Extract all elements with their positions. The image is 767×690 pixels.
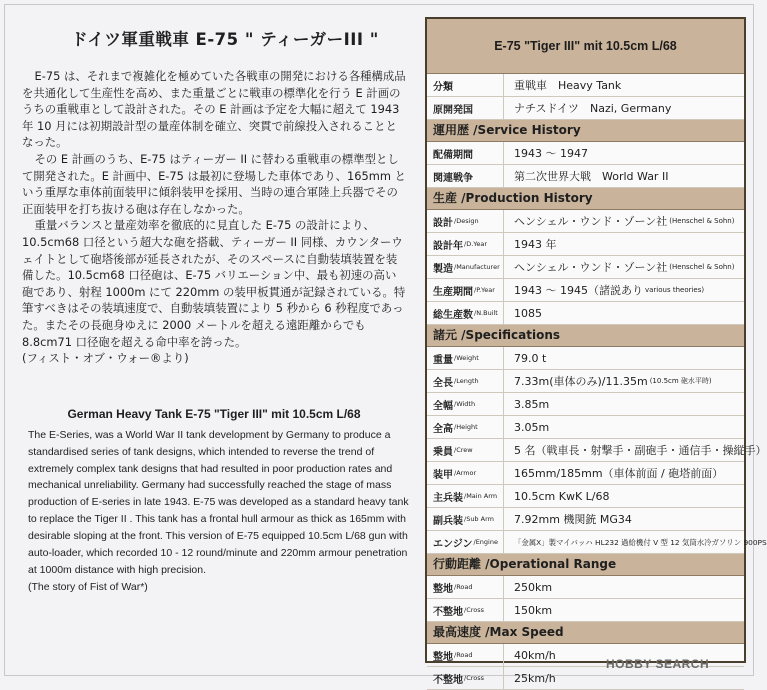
spec-group-service: [427, 142, 744, 188]
spec-key-english: /D.Year: [464, 240, 488, 248]
spec-key: [427, 74, 503, 96]
spec-value-text: 10.5cm KwK L/68: [514, 489, 610, 503]
spec-key-english: /Crew: [454, 446, 473, 454]
en-source: (The story of Fist of War*): [28, 580, 148, 593]
spec-value-text: 79.0 t: [514, 351, 547, 365]
spec-key-english: /Length: [454, 377, 479, 385]
spec-group-specifications: [427, 347, 767, 554]
spec-value: [503, 416, 744, 438]
spec-key-label: 副兵装: [433, 515, 463, 527]
spec-key-english: /Main Arm: [464, 492, 498, 500]
spec-row: [427, 256, 744, 279]
spec-row: [427, 74, 744, 97]
spec-key: [427, 302, 503, 324]
spec-value: [503, 462, 744, 484]
spec-value-text: 7.92mm 機関銃 MG34: [514, 513, 632, 526]
jp-body: [8, 68, 412, 367]
spec-value: [503, 279, 744, 301]
spec-value-text: 重戦車 Heavy Tank: [514, 79, 622, 92]
spec-key-english: /Cross: [464, 606, 485, 614]
spec-row: [427, 416, 744, 439]
spec-header: E-75 "Tiger III" mit 10.5cm L/68: [427, 19, 744, 74]
spec-value-text: 3.85m: [514, 397, 550, 411]
spec-value: [503, 599, 744, 621]
jp-paragraph: その E 計画のうち、E-75 はティーガー II に替わる重戦車の標準型として開発された。E 計画中、E-75 は最初に登場した車体であり、165mm という重厚な車体前面装甲に傾斜装甲を採用、当時の連合軍陸上兵器でその正面装甲を打ち抜ける砲は存在しなかった。: [22, 151, 406, 216]
spec-value-text: ヘンシェル・ウンド・ゾーン社: [514, 215, 668, 228]
spec-value-note: various theories): [644, 286, 705, 294]
spec-row: [427, 302, 744, 325]
spec-value-text: ナチスドイツ Nazi, Germany: [514, 102, 672, 115]
spec-row: [427, 485, 744, 508]
en-paragraph: The E-Series, was a World War II tank development by Germany to produce a standardised series of tank designs, which intended to reverse the trend of extremely complex tank designs that had resulted in poor production rates and mechanical unreliability. Germany had successfully reached the stage of mass production of E-series in late 1943. E-75 was developed as a standard heavy tank to replace the Tiger II . This tank has a frontal hull armour as thick as 165mm with desirable sloping at the front. This version of E-75 equipped 10.5cm L/68 gun with auto-loader, which recorded 10 - 12 round/minute and 220mm armour penetration at 1000m distance with high precision.: [28, 428, 409, 576]
jp-source: (フィスト・オブ・ウォー®より): [22, 351, 189, 366]
spec-key: [427, 508, 503, 530]
spec-value-note: (Henschel & Sohn): [669, 263, 735, 271]
spec-key-label: 関連戦争: [433, 172, 473, 184]
spec-row: [427, 233, 744, 256]
spec-value-note: (10.5cm 砲水平時): [649, 377, 712, 385]
spec-key: [427, 97, 503, 119]
spec-value-text: 1943 〜 1945（諸説あり: [514, 284, 643, 297]
spec-key-label: エンジン: [433, 538, 473, 550]
spec-value-text: 5 名（戦車長・射撃手・副砲手・通信手・操縦手）: [514, 444, 767, 457]
spec-key-english: /Engine: [473, 538, 498, 546]
spec-key-label: 整地: [433, 651, 453, 663]
spec-key-english: /Cross: [464, 674, 485, 682]
spec-value: [503, 233, 744, 255]
spec-value-text: 第二次世界大戦 World War II: [514, 170, 669, 183]
spec-value: [503, 74, 744, 96]
spec-row: [427, 165, 744, 188]
spec-key-label: 総生産数: [433, 309, 473, 321]
spec-value: [503, 347, 744, 369]
spec-row: [427, 347, 744, 370]
spec-value: [503, 485, 744, 507]
spec-row: [427, 279, 744, 302]
section-production-history: 生産 /Production History: [427, 188, 744, 210]
spec-row: [427, 210, 744, 233]
spec-row: [427, 97, 744, 120]
jp-paragraph: E-75 は、それまで複雑化を極めていた各戦車の開発における各種構成品を共通化して生産性を高め、また重量ごとに戦車の標準化を行う E 計画のうちの重戦車として設計された。その E 計画は予定を大幅に超えて 1943 年 10 月には初期設計型の量産体制を確立、突貫で前線投入されることとなった。: [22, 69, 406, 150]
spec-key-label: 全長: [433, 377, 453, 389]
spec-key: [427, 439, 503, 461]
spec-value-text: 1943 〜 1947: [514, 147, 588, 160]
spec-key-label: 主兵装: [433, 492, 463, 504]
spec-key-english: /Road: [454, 651, 473, 659]
spec-key-label: 全幅: [433, 400, 453, 412]
spec-key-english: /N.Built: [474, 309, 498, 317]
spec-row: [427, 462, 744, 485]
spec-key: [427, 370, 503, 392]
jp-title: ドイツ軍重戦車 E-75 " ティーガーIII ": [71, 30, 379, 49]
spec-key: [427, 667, 503, 689]
jp-paragraph: 重量バランスと量産効率を徹底的に見直した E-75 の設計により、10.5cm68 口径という超大な砲を搭載、ティーガー II 同様、カウンターウェイトとして砲塔後部が延長されたが、そのスペースに自動装填装置を装備した。10.5cm68 口径砲は、E-75 バリエーション中、最も初速の高い砲であり、射程 1000m にて 220mm の装甲板貫通が記録されている。特筆すべきはその装填速度で、自動装填装置により 5 秒から 6 秒程度であった。またその長砲身ゆえに 2000 メートルを超える遠距離からでも 8.8cm71 口径砲を超える命中率を誇った。: [22, 218, 406, 349]
spec-key-label: 整地: [433, 583, 453, 595]
spec-value-text: 1943 年: [514, 238, 557, 251]
spec-key: [427, 142, 503, 164]
spec-key: [427, 644, 503, 666]
spec-key: [427, 233, 503, 255]
spec-value: [503, 531, 767, 553]
spec-value-text: 25km/h: [514, 671, 556, 685]
spec-key-english: /Design: [454, 217, 479, 225]
spec-key-english: /Sub Arm: [464, 515, 494, 523]
spec-key-english: /Height: [454, 423, 478, 431]
spec-value: [503, 256, 744, 278]
en-body: [8, 427, 412, 596]
spec-group-general: [427, 74, 744, 120]
spec-key-label: 不整地: [433, 606, 463, 618]
spec-value-text: 250km: [514, 580, 553, 594]
spec-key-english: /Manufacturer: [454, 263, 500, 271]
spec-value-text: 3.05m: [514, 420, 550, 434]
spec-key-english: /Width: [454, 400, 476, 408]
spec-key-label: 乗員: [433, 446, 453, 458]
watermark-logo: HOBBY SEARCH: [606, 657, 710, 671]
spec-key-label: 装甲: [433, 469, 453, 481]
spec-key: [427, 531, 503, 553]
spec-key-english: /Weight: [454, 354, 479, 362]
spec-value: [503, 370, 744, 392]
spec-key-label: 分類: [433, 81, 453, 93]
spec-value-note: (Henschel & Sohn): [669, 217, 735, 225]
spec-key: [427, 393, 503, 415]
spec-value-text: 7.33m(車体のみ)/11.35m: [514, 375, 648, 388]
spec-key-english: /Road: [454, 583, 473, 591]
spec-key: [427, 485, 503, 507]
spec-key: [427, 347, 503, 369]
spec-value-text: 40km/h: [514, 648, 556, 662]
spec-value-text: 「金属X」製マイバッハ HL232 過給機付 V 型 12 気筒水冷ガソリン 900PS: [514, 537, 767, 547]
spec-row: [427, 508, 744, 531]
spec-row: [427, 370, 744, 393]
spec-key: [427, 165, 503, 187]
spec-value-text: 1085: [514, 306, 542, 320]
spec-value: [503, 165, 744, 187]
spec-row: [427, 439, 767, 462]
spec-value: [503, 508, 744, 530]
spec-row: [427, 531, 767, 554]
spec-value: [503, 210, 744, 232]
spec-value-text: 150km: [514, 603, 553, 617]
spec-value: [503, 393, 744, 415]
spec-key-label: 原開発国: [433, 104, 473, 116]
description-column: [8, 12, 412, 596]
spec-key: [427, 256, 503, 278]
spec-key: [427, 462, 503, 484]
spec-key-label: 製造: [433, 263, 453, 275]
spec-value: [503, 97, 744, 119]
section-specifications: 諸元 /Specifications: [427, 325, 744, 347]
spec-value: [503, 142, 744, 164]
spec-row: [427, 393, 744, 416]
spec-value: [503, 439, 767, 461]
spec-value-text: 165mm/185mm（車体前面 / 砲塔前面）: [514, 467, 724, 480]
spec-group-production: [427, 210, 744, 325]
spec-value-text: ヘンシェル・ウンド・ゾーン社: [514, 261, 668, 274]
spec-key-label: 全高: [433, 423, 453, 435]
spec-value: [503, 576, 744, 598]
section-max-speed: 最高速度 /Max Speed: [427, 622, 744, 644]
spec-key-english: /P.Year: [474, 286, 495, 294]
spec-key-label: 設計年: [433, 240, 463, 252]
spec-key: [427, 210, 503, 232]
section-operational-range: 行動距離 /Operational Range: [427, 554, 744, 576]
spec-key: [427, 416, 503, 438]
spec-key-label: 配備期間: [433, 149, 473, 161]
spec-key: [427, 576, 503, 598]
spec-row: [427, 599, 744, 622]
spec-group-range: [427, 576, 744, 622]
spec-row: [427, 142, 744, 165]
section-service-history: 運用歴 /Service History: [427, 120, 744, 142]
spec-value: [503, 302, 744, 324]
spec-key-label: 設計: [433, 217, 453, 229]
spec-key-label: 重量: [433, 354, 453, 366]
spec-key: [427, 599, 503, 621]
spec-key-label: 不整地: [433, 674, 463, 686]
spec-row: [427, 576, 744, 599]
en-title: German Heavy Tank E-75 "Tiger III" mit 10.5cm L/68: [67, 406, 361, 421]
spec-key: [427, 279, 503, 301]
spec-key-label: 生産期間: [433, 286, 473, 298]
spec-key-english: /Armor: [454, 469, 477, 477]
